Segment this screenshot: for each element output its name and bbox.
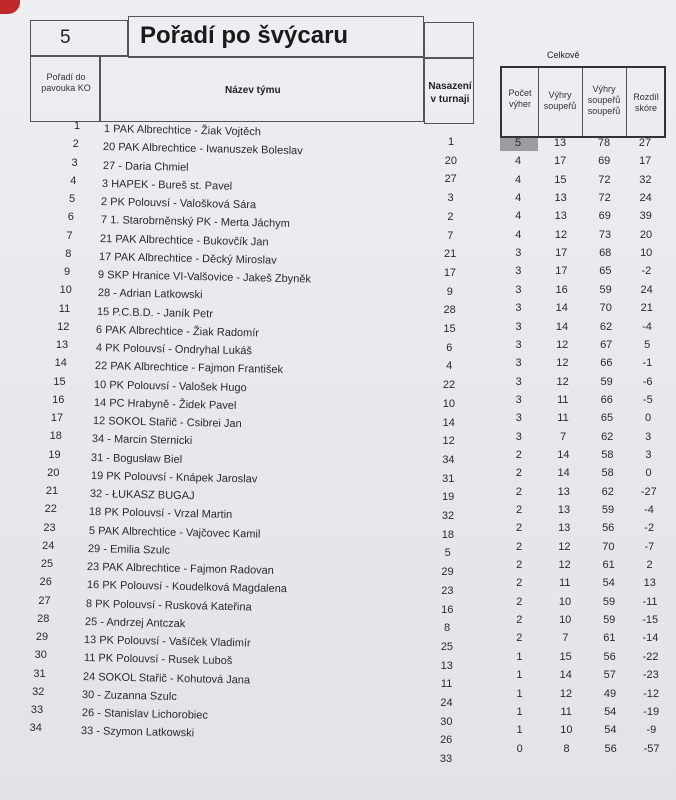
row-seed: 1 (447, 136, 455, 148)
row-wins: 3 (515, 412, 522, 425)
row-score-diff: 3 (645, 430, 652, 443)
row-opp-opp-wins: 54 (604, 724, 617, 737)
row-rank: 29 (35, 631, 49, 643)
row-seed: 17 (443, 266, 457, 279)
row-score-diff: -19 (643, 705, 660, 718)
row-team: 15 P.C.B.D. - Janík Petr (96, 305, 214, 320)
row-seed: 23 (441, 584, 454, 597)
row-team: 26 - Stanislav Lichorobiec (81, 707, 208, 722)
row-team: 34 - Marcin Sternicki (91, 433, 193, 448)
totals-divider-2 (582, 68, 583, 136)
round-number-box (30, 20, 128, 56)
row-opp-opp-wins: 49 (603, 687, 617, 700)
col-opp-opp-wins-header: Výhry soupeřů soupeřů (587, 84, 621, 116)
row-team: 5 PAK Albrechtice - Vajčovec Kamil (88, 524, 261, 541)
row-seed: 28 (443, 304, 456, 317)
round-number: 5 (60, 27, 71, 48)
row-seed: 4 (446, 360, 453, 373)
row-wins: 2 (516, 577, 523, 590)
row-score-diff: -9 (646, 724, 657, 737)
row-wins: 2 (516, 559, 523, 572)
row-score-diff: -6 (642, 375, 653, 388)
row-rank: 21 (45, 485, 59, 497)
row-team: 25 - Andrzej Antczak (84, 615, 186, 630)
row-seed: 27 (444, 173, 457, 186)
row-wins: 1 (516, 724, 523, 737)
row-rank: 11 (58, 302, 71, 315)
row-score-diff: -1 (642, 357, 653, 370)
row-wins: 1 (516, 705, 523, 718)
row-team: 29 - Emilia Szulc (87, 542, 170, 557)
row-score-diff: -12 (643, 687, 659, 700)
row-score-diff: -57 (643, 742, 660, 755)
row-opp-opp-wins: 62 (601, 485, 614, 498)
row-team: 13 PK Polouvsí - Vašíček Vladimír (84, 634, 252, 650)
row-opp-wins: 13 (557, 504, 571, 516)
row-opp-wins: 15 (554, 173, 567, 186)
row-wins: 2 (516, 540, 523, 553)
row-opp-wins: 7 (560, 430, 567, 443)
row-opp-wins: 7 (562, 632, 569, 645)
row-opp-wins: 13 (553, 137, 567, 149)
row-opp-wins: 12 (558, 540, 571, 553)
row-opp-opp-wins: 66 (600, 357, 613, 370)
row-opp-opp-wins: 73 (598, 228, 612, 241)
row-seed: 25 (440, 640, 454, 653)
row-team: 23 PAK Albrechtice - Fajmon Radovan (87, 561, 275, 577)
row-score-diff: -14 (642, 632, 659, 645)
row-score-diff: 13 (643, 577, 656, 590)
totals-divider-3 (626, 68, 627, 136)
row-opp-opp-wins: 62 (599, 320, 613, 333)
row-team: 12 SOKOL Stařič - Csibrei Jan (92, 415, 242, 431)
col-seed-header: Nasazení v turnaji (428, 81, 472, 105)
row-seed: 30 (440, 715, 453, 728)
row-seed: 21 (443, 248, 457, 261)
row-opp-wins: 11 (557, 393, 569, 406)
row-seed: 11 (440, 678, 453, 691)
row-team: 30 - Zuzanna Szulc (82, 688, 178, 703)
row-rank: 33 (30, 704, 44, 716)
row-opp-wins: 14 (555, 320, 569, 333)
row-opp-wins: 14 (559, 669, 572, 682)
row-opp-wins: 8 (563, 742, 570, 755)
row-rank: 31 (33, 667, 46, 680)
row-opp-opp-wins: 59 (599, 283, 612, 296)
row-wins: 3 (515, 283, 522, 296)
row-opp-wins: 11 (559, 577, 571, 590)
row-team: 28 - Adrian Latkowski (97, 287, 203, 302)
row-score-diff: -2 (644, 522, 655, 535)
row-wins: 4 (515, 192, 522, 205)
row-opp-opp-wins: 57 (603, 669, 616, 682)
row-opp-wins: 13 (554, 192, 567, 205)
row-wins: 1 (516, 669, 523, 682)
row-wins: 2 (515, 485, 522, 498)
row-opp-wins: 11 (560, 705, 572, 718)
row-rank: 6 (67, 211, 74, 224)
row-opp-opp-wins: 66 (600, 393, 613, 406)
row-seed: 8 (444, 622, 451, 635)
row-seed: 18 (441, 528, 454, 541)
row-opp-opp-wins: 61 (603, 632, 616, 645)
row-score-diff: -22 (642, 650, 659, 663)
row-score-diff: 20 (639, 228, 653, 241)
row-opp-opp-wins: 67 (600, 338, 613, 351)
row-opp-opp-wins: 54 (604, 705, 617, 718)
row-opp-opp-wins: 78 (597, 137, 611, 149)
row-rank: 14 (54, 357, 67, 370)
row-opp-wins: 13 (554, 210, 567, 223)
row-opp-wins: 16 (555, 283, 568, 296)
row-score-diff: 17 (639, 155, 652, 168)
row-opp-opp-wins: 65 (599, 265, 612, 278)
row-rank: 18 (49, 430, 62, 443)
row-team: 8 PK Polouvsí - Rusková Kateřina (85, 597, 252, 613)
row-rank: 22 (44, 503, 57, 516)
row-rank: 17 (50, 412, 64, 424)
row-opp-opp-wins: 59 (602, 595, 616, 608)
row-team: 4 PK Polouvsí - Ondryhal Lukáš (95, 342, 252, 358)
row-opp-wins: 13 (558, 522, 571, 535)
row-opp-opp-wins: 58 (601, 467, 614, 480)
row-rank: 27 (38, 594, 51, 607)
row-rank: 16 (52, 393, 65, 406)
row-team: 7 1. Starobrněnský PK - Merta Jáchym (100, 214, 290, 231)
row-wins: 4 (514, 155, 522, 168)
row-seed: 14 (442, 416, 455, 429)
row-opp-opp-wins: 54 (602, 577, 615, 590)
row-seed: 9 (446, 285, 453, 298)
row-rank: 3 (71, 156, 78, 169)
col-score-diff-header: Rozdíl skóre (633, 92, 659, 113)
row-opp-wins: 17 (554, 155, 567, 168)
row-seed: 34 (442, 453, 455, 466)
row-seed: 15 (443, 323, 456, 335)
row-team: 24 SOKOL Stařič - Kohutová Jana (82, 670, 251, 686)
row-team: 22 PAK Albrechtice - Fajmon František (94, 360, 284, 377)
row-opp-opp-wins: 72 (598, 173, 611, 186)
row-opp-opp-wins: 59 (603, 614, 616, 627)
row-team: 9 SKP Hranice VI-Valšovice - Jakeš Zbyněk (98, 269, 312, 286)
col-opp-wins-header: Výhry soupeřů (543, 90, 577, 111)
row-opp-opp-wins: 70 (602, 540, 615, 553)
row-wins: 2 (516, 595, 523, 608)
row-team: 27 - Daria Chmiel (102, 159, 189, 174)
col-rank-header: Pořadí do pavouka KO (41, 72, 91, 93)
row-wins: 3 (515, 320, 522, 333)
row-score-diff: -23 (642, 669, 659, 682)
row-rank: 8 (65, 247, 72, 260)
row-opp-wins: 17 (555, 265, 568, 278)
row-seed: 6 (446, 341, 453, 354)
row-opp-opp-wins: 59 (600, 375, 613, 388)
row-opp-opp-wins: 61 (602, 559, 615, 572)
row-score-diff: -5 (642, 393, 653, 406)
row-score-diff: 2 (646, 559, 653, 572)
row-rank: 5 (68, 193, 76, 205)
totals-label: Celkově (547, 50, 580, 60)
row-score-diff: 39 (639, 210, 652, 223)
row-score-diff: 0 (644, 412, 652, 425)
row-opp-wins: 11 (557, 412, 569, 425)
row-team: 1 PAK Albrechtice - Žiak Vojtěch (103, 123, 262, 139)
row-score-diff: -2 (641, 265, 652, 278)
row-seed: 26 (440, 734, 453, 747)
row-opp-opp-wins: 70 (599, 302, 612, 315)
row-rank: 28 (37, 612, 50, 625)
row-rank: 30 (34, 649, 47, 662)
row-team: 14 PC Hrabyně - Židek Pavel (93, 396, 237, 412)
row-team: 33 - Szymon Latkowski (80, 725, 195, 740)
row-score-diff: 24 (639, 192, 652, 205)
row-wins: 2 (515, 448, 522, 461)
row-score-diff: 24 (640, 283, 653, 296)
row-opp-opp-wins: 68 (599, 247, 612, 260)
row-opp-wins: 14 (555, 302, 568, 315)
row-team: 21 PAK Albrechtice - Bukovčík Jan (99, 232, 269, 249)
row-seed: 32 (441, 510, 455, 522)
row-opp-opp-wins: 65 (600, 412, 614, 425)
row-team: 17 PAK Albrechtice - Děcký Miroslav (98, 250, 277, 267)
row-score-diff: 0 (645, 467, 652, 480)
row-opp-wins: 12 (558, 559, 571, 572)
row-wins: 3 (515, 247, 522, 260)
row-rank: 25 (40, 558, 54, 570)
row-wins: 4 (515, 228, 522, 241)
col-wins-header: Počet výher (508, 88, 532, 109)
row-wins: 3 (515, 430, 522, 443)
row-seed: 10 (442, 397, 456, 410)
row-seed: 2 (447, 210, 454, 223)
row-rank: 1 (73, 120, 81, 132)
row-score-diff: 10 (640, 247, 653, 260)
row-wins: 2 (515, 467, 522, 480)
row-rank: 13 (55, 339, 69, 351)
row-score-diff: 3 (645, 448, 652, 461)
row-seed: 13 (440, 659, 453, 672)
row-rank: 2 (72, 138, 79, 151)
row-opp-opp-wins: 56 (603, 650, 616, 663)
red-corner-mark (0, 0, 20, 14)
row-rank: 12 (57, 320, 70, 333)
row-rank: 19 (48, 448, 61, 461)
row-seed: 5 (444, 547, 451, 560)
row-team: 32 - ŁUKASZ BUGAJ (89, 488, 195, 503)
row-wins: 2 (515, 522, 523, 535)
row-opp-wins: 12 (554, 228, 568, 241)
row-wins: 3 (515, 357, 522, 370)
row-team: 31 - Bogusław Biel (91, 451, 183, 466)
row-seed: 22 (442, 379, 456, 392)
row-seed: 33 (439, 753, 453, 766)
row-opp-opp-wins: 69 (598, 210, 611, 223)
row-wins: 5 (514, 137, 522, 149)
row-seed: 31 (442, 472, 455, 485)
row-score-diff: 27 (638, 137, 652, 149)
row-opp-opp-wins: 59 (601, 504, 615, 516)
row-opp-wins: 12 (559, 687, 573, 700)
row-score-diff: -15 (642, 614, 659, 627)
row-wins: 2 (515, 504, 523, 516)
row-rank: 10 (59, 284, 72, 297)
row-opp-wins: 10 (558, 595, 572, 608)
row-team: 11 PK Polouvsí - Rusek Luboš (83, 652, 233, 668)
row-rank: 34 (29, 722, 42, 735)
row-rank: 32 (32, 685, 45, 698)
row-seed: 29 (441, 566, 454, 579)
row-opp-wins: 14 (557, 448, 570, 461)
row-score-diff: -7 (644, 540, 655, 553)
row-team: 3 HAPEK - Bureš st. Pavel (101, 177, 233, 193)
row-wins: 3 (515, 265, 522, 278)
row-wins: 0 (516, 742, 523, 755)
row-opp-opp-wins: 58 (601, 448, 614, 461)
row-team: 19 PK Polouvsí - Knápek Jaroslav (90, 469, 258, 486)
row-rank: 26 (39, 576, 52, 589)
totals-divider-1 (538, 68, 539, 136)
row-score-diff: 21 (640, 302, 653, 315)
row-team: 20 PAK Albrechtice - Iwanuszek Boleslav (103, 141, 304, 158)
row-opp-wins: 15 (559, 650, 572, 663)
row-wins: 3 (515, 338, 522, 351)
row-seed: 20 (444, 154, 457, 167)
row-wins: 2 (516, 632, 523, 645)
row-team: 2 PK Polouvsí - Valošková Sára (101, 196, 257, 212)
row-score-diff: -11 (642, 595, 658, 608)
row-opp-wins: 12 (556, 357, 569, 370)
row-opp-wins: 10 (560, 724, 573, 737)
row-opp-wins: 14 (557, 467, 570, 480)
row-team: 18 PK Polouvsí - Vrzal Martin (89, 506, 233, 522)
row-opp-opp-wins: 56 (602, 522, 615, 535)
row-score-diff: 5 (644, 338, 651, 351)
row-rank: 9 (63, 266, 71, 278)
row-team: 10 PK Polouvsí - Valošek Hugo (94, 378, 247, 394)
row-team: 6 PAK Albrechtice - Žiak Radomír (96, 323, 260, 340)
row-rank: 4 (70, 174, 77, 187)
row-wins: 3 (515, 393, 522, 406)
row-score-diff: -4 (644, 504, 654, 516)
row-opp-opp-wins: 72 (598, 192, 611, 205)
row-team: 16 PK Polouvsí - Koudelková Magdalena (86, 579, 287, 596)
row-score-diff: -4 (642, 320, 652, 333)
col-team-header: Název týmu (225, 85, 281, 96)
row-rank: 7 (66, 229, 73, 242)
row-rank: 23 (43, 521, 56, 534)
row-opp-opp-wins: 56 (604, 742, 617, 755)
row-opp-wins: 10 (559, 614, 572, 627)
title-box-right (424, 22, 474, 58)
row-wins: 3 (515, 375, 522, 388)
row-wins: 4 (515, 173, 522, 186)
row-seed: 7 (447, 229, 454, 242)
row-seed: 16 (441, 603, 454, 616)
row-opp-wins: 12 (556, 338, 569, 351)
row-opp-wins: 13 (557, 485, 570, 498)
row-wins: 1 (516, 687, 523, 700)
row-opp-opp-wins: 62 (601, 430, 614, 443)
row-rank: 15 (53, 375, 66, 388)
row-wins: 1 (516, 650, 523, 663)
row-seed: 24 (440, 697, 453, 709)
row-seed: 12 (442, 435, 455, 448)
page-title: Pořadí po švýcaru (140, 22, 349, 49)
row-wins: 3 (515, 302, 522, 315)
row-seed: 19 (442, 491, 455, 504)
row-opp-wins: 12 (556, 375, 569, 388)
row-seed: 3 (447, 192, 454, 205)
row-score-diff: -27 (640, 485, 657, 498)
row-rank: 24 (42, 539, 55, 552)
row-opp-wins: 17 (555, 247, 568, 260)
row-opp-opp-wins: 69 (598, 155, 611, 168)
row-score-diff: 32 (639, 173, 652, 186)
row-wins: 4 (515, 210, 522, 223)
row-wins: 2 (516, 614, 523, 627)
row-rank: 20 (47, 466, 60, 479)
